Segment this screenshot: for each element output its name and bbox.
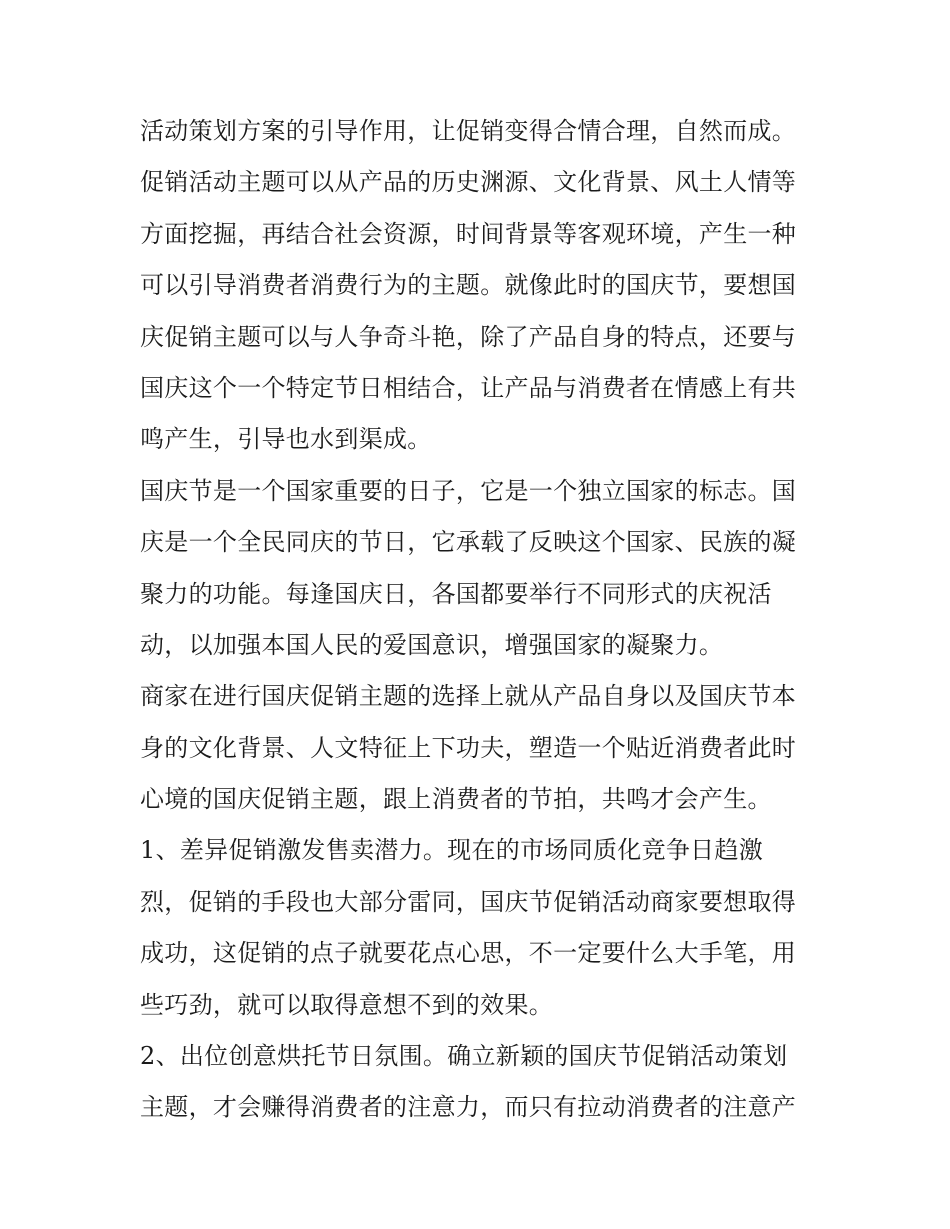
text-line: 国庆这个一个特定节日相结合，让产品与消费者在情感上有共: [140, 373, 797, 402]
text-line: 动，以加强本国人民的爱国意识，增强国家的凝聚力。: [140, 630, 724, 659]
text-line: 活动策划方案的引导作用，让促销变得合情合理，自然而成。: [140, 117, 797, 145]
text-line: 烈，促销的手段也大部分雷同，国庆节促销活动商家要想取得: [140, 887, 797, 916]
text-line: 身的文化背景、人文特征上下功夫，塑造一个贴近消费者此时: [140, 733, 797, 762]
text-line: 鸣产生，引导也水到渠成。: [140, 425, 432, 454]
text-line: 些巧劲，就可以取得意想不到的效果。: [140, 990, 554, 1019]
text-line: 2、出位创意烘托节日氛围。确立新颖的国庆节促销活动策划: [140, 1042, 788, 1071]
text-line: 1、差异促销激发售卖潜力。现在的市场同质化竞争日趋激: [140, 836, 764, 865]
text-line: 聚力的功能。每逢国庆日，各国都要举行不同形式的庆祝活: [140, 579, 772, 608]
text-line: 方面挖掘，再结合社会资源，时间背景等客观环境，产生一种: [140, 219, 797, 248]
text-line: 商家在进行国庆促销主题的选择上就从产品自身以及国庆节本: [140, 682, 797, 711]
text-line: 可以引导消费者消费行为的主题。就像此时的国庆节，要想国: [140, 271, 797, 300]
text-line: 庆促销主题可以与人争奇斗艳，除了产品自身的特点，还要与: [140, 322, 797, 351]
text-line: 庆是一个全民同庆的节日，它承载了反映这个国家、民族的凝: [140, 528, 797, 557]
document-body: [140, 106, 820, 1134]
text-line: 心境的国庆促销主题，跟上消费者的节拍，共鸣才会产生。: [140, 785, 772, 814]
text-line: 成功，这促销的点子就要花点心思，不一定要什么大手笔，用: [140, 939, 797, 968]
text-line: 主题，才会赚得消费者的注意力，而只有拉动消费者的注意产: [140, 1093, 797, 1122]
text-line: 国庆节是一个国家重要的日子，它是一个独立国家的标志。国: [140, 476, 797, 505]
text-line: 促销活动主题可以从产品的历史渊源、文化背景、风土人情等: [140, 168, 797, 197]
